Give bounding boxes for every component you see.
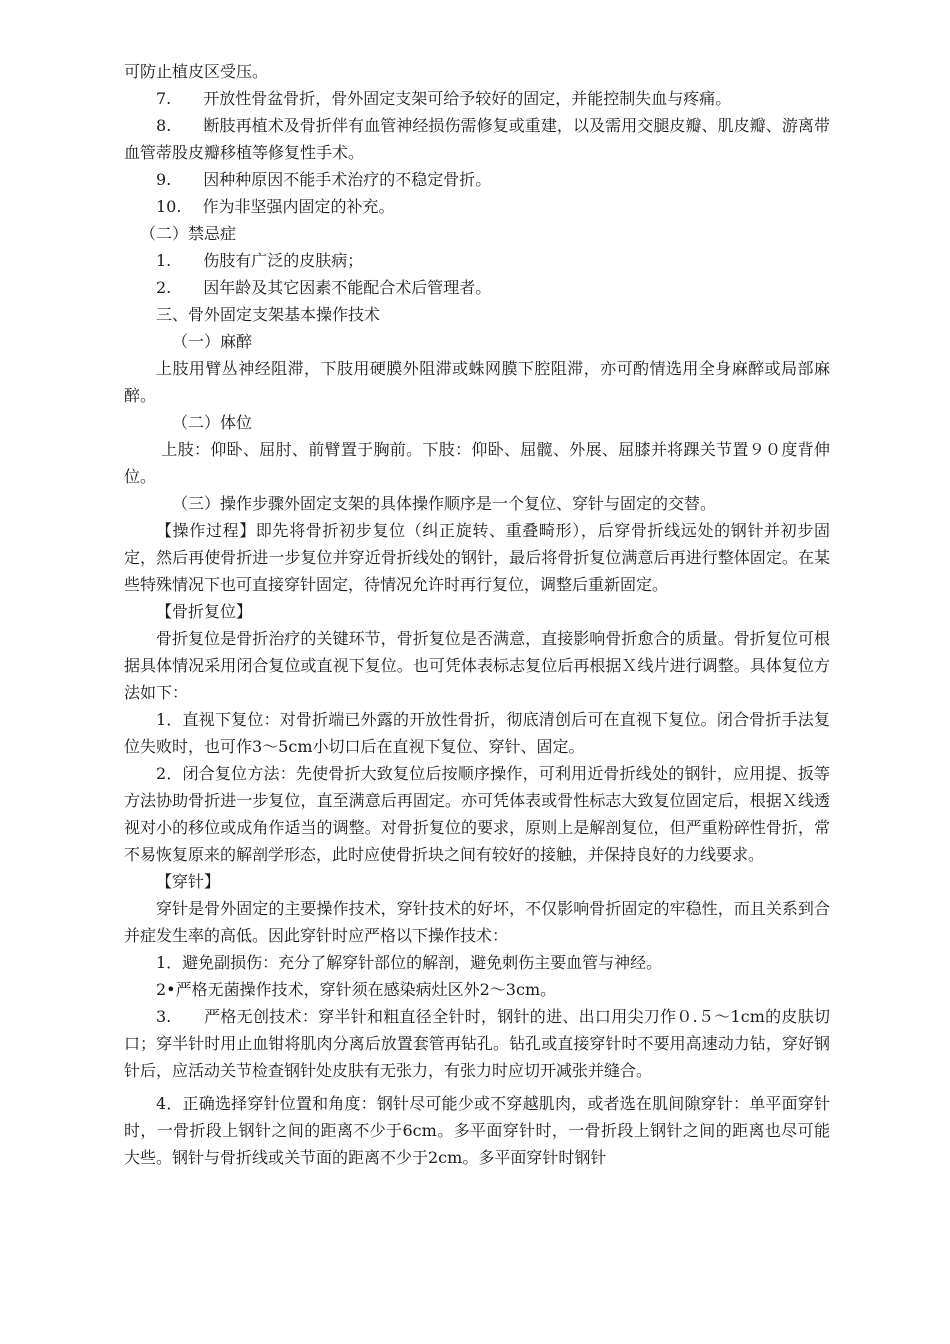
contraindication-item-1: 1. 伤肢有广泛的皮肤病； — [156, 251, 364, 270]
indication-item-10: 10. 作为非坚强内固定的补充。 — [156, 197, 395, 216]
indication-item-8: 8. 断肢再植术及骨折伴有血管神经损伤需修复或重建，以及需用交腿皮瓣、肌皮瓣、游离带血管蒂股皮瓣移植等修复性手术。 — [124, 116, 830, 162]
section-heading-contraindications: （二）禁忌症 — [140, 224, 237, 243]
subheading-reduction: 【骨折复位】 — [156, 602, 253, 621]
section-heading-position: （二）体位 — [172, 413, 253, 432]
pinning-item-4: 4．正确选择穿针位置和角度：钢针尽可能少或不穿越肌肉，或者选在肌间隙穿针：单平面穿针时，一骨折段上钢针之间的距离不少于6cm。多平面穿针时，一骨折段上钢针之间的距离也尽可能大些。钢针与骨折线或关节面的距离不少于2cm。多平面穿针时钢针 — [124, 1094, 830, 1167]
pinning-item-3: 3. 严格无创技术：穿半针和粗直径全针时，钢针的进、出口用尖刀作０.５～1cm的皮肤切口；穿半针时用止血钳将肌肉分离后放置套管再钻孔。钻孔或直接穿针时不要用高速动力钻，穿好钢针后，应活动关节检查钢针处皮肤有无张力，有张力时应切开减张并缝合。 — [124, 1007, 830, 1080]
pinning-item-1: 1．避免副损伤：充分了解穿针部位的解剖，避免刺伤主要血管与神经。 — [156, 953, 663, 972]
paragraph-anesthesia: 上肢用臂丛神经阻滞，下肢用硬膜外阻滞或蛛网膜下腔阻滞，亦可酌情选用全身麻醉或局部麻醉。 — [124, 359, 830, 405]
indication-item-7: 7. 开放性骨盆骨折，骨外固定支架可给予较好的固定，并能控制失血与疼痛。 — [156, 89, 732, 108]
section-heading-steps: （三）操作步骤外固定支架的具体操作顺序是一个复位、穿针与固定的交替。 — [172, 494, 717, 513]
chapter-heading-techniques: 三、骨外固定支架基本操作技术 — [156, 305, 381, 324]
subheading-pinning: 【穿针】 — [156, 872, 221, 891]
paragraph-reduction: 骨折复位是骨折治疗的关键环节，骨折复位是否满意，直接影响骨折愈合的质量。骨折复位可根据具体情况采用闭合复位或直视下复位。也可凭体表标志复位后再根据Ｘ线片进行调整。具体复位方法如下： — [124, 629, 830, 702]
indication-item-9: 9. 因种种原因不能手术治疗的不稳定骨折。 — [156, 170, 492, 189]
paragraph-pinning: 穿针是骨外固定的主要操作技术，穿针技术的好坏，不仅影响骨折固定的牢稳性，而且关系到合并症发生率的高低。因此穿针时应严格以下操作技术： — [124, 899, 830, 945]
paragraph-procedure: 【操作过程】即先将骨折初步复位（纠正旋转、重叠畸形），后穿骨折线远处的钢针并初步固定，然后再使骨折进一步复位并穿近骨折线处的钢针，最后将骨折复位满意后再进行整体固定。在某些特殊情况下也可直接穿针固定，待情况允许时再行复位，调整后重新固定。 — [124, 521, 830, 594]
reduction-item-1: 1．直视下复位：对骨折端已外露的开放性骨折，彻底清创后可在直视下复位。闭合骨折手法复位失败时，也可作3～5cm小切口后在直视下复位、穿针、固定。 — [124, 710, 830, 756]
reduction-item-2: 2．闭合复位方法：先使骨折大致复位后按顺序操作，可利用近骨折线处的钢针，应用提、扳等方法协助骨折进一步复位，直至满意后再固定。亦可凭体表或骨性标志大致复位固定后，根据Ｘ线透视对小的移位或成角作适当的调整。对骨折复位的要求，原则上是解剖复位，但严重粉碎性骨折，常不易恢复原来的解剖学形态，此时应使骨折块之间有较好的接触，并保持良好的力线要求。 — [124, 764, 830, 864]
pinning-item-2: 2•严格无菌操作技术，穿针须在感染病灶区外2～3cm。 — [156, 980, 557, 999]
contraindication-item-2: 2. 因年龄及其它因素不能配合术后管理者。 — [156, 278, 492, 297]
paragraph: 可防止植皮区受压。 — [124, 62, 269, 81]
section-heading-anesthesia: （一）麻醉 — [172, 332, 253, 351]
paragraph-position: 上肢：仰卧、屈肘、前臂置于胸前。下肢：仰卧、屈髋、外展、屈膝并将踝关节置９０度背伸位。 — [124, 440, 830, 486]
